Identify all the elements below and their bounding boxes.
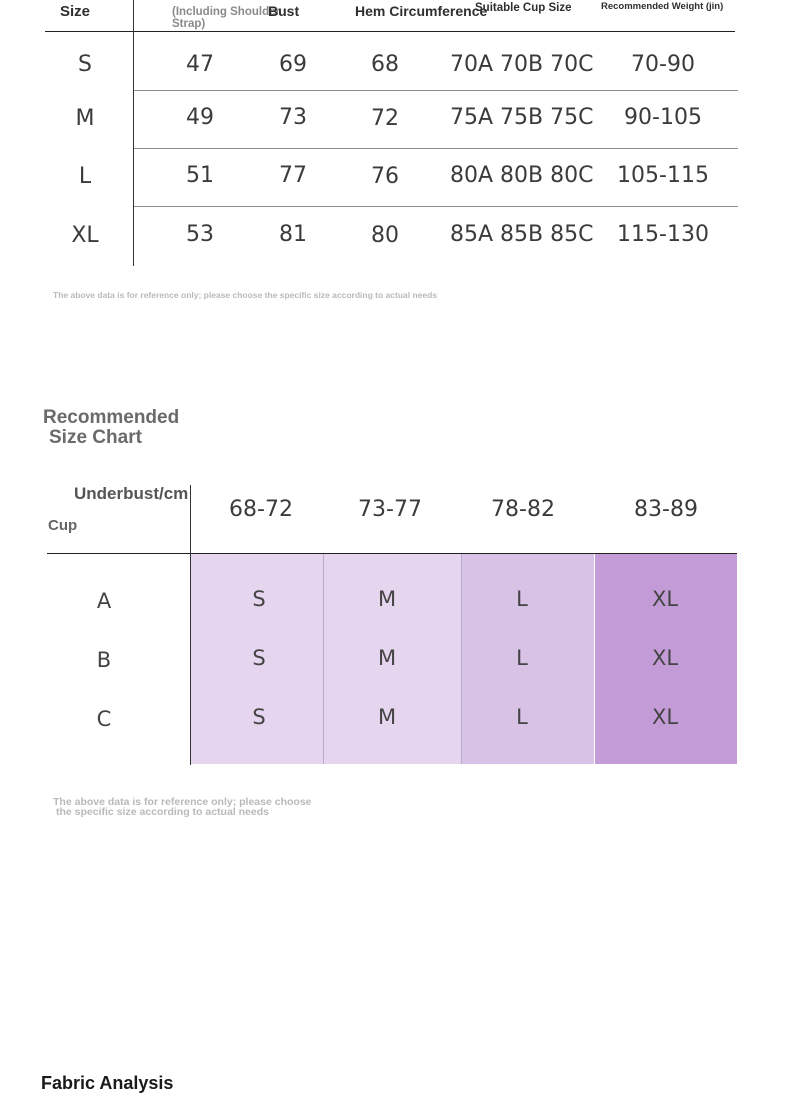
size-cell: XL [71,223,99,248]
size-cell: M [377,587,397,611]
size-cell: XL [651,587,679,611]
header-weight: Recommended Weight (jin) [601,1,724,12]
bust-cell: 77 [279,163,307,188]
size-cell: L [78,164,92,189]
size-cell: S [78,52,92,77]
hem-cell: 76 [371,164,399,189]
column-divider [323,553,324,764]
hem-cell: 80 [371,223,399,248]
table1-row-divider [133,148,738,149]
cup-label: C [96,707,112,731]
column-divider [461,553,462,764]
size-cell: S [252,705,266,729]
header-size: Size [60,3,91,20]
length-cell: 49 [186,105,214,130]
chart2-reference-note-line2: the specific size according to actual needs [56,806,269,818]
bust-cell: 69 [279,52,307,77]
chart2-reference-note-line1: The above data is for reference only; please choose [53,796,312,808]
chart-title-line1: Recommended [43,407,180,428]
corner-cup-label: Cup [48,517,78,534]
table1-header-divider [45,31,735,32]
bust-cell: 73 [279,105,307,130]
column-header-underbust: 73-77 [358,497,422,522]
length-cell: 51 [186,163,214,188]
chart-title-line2: Size Chart [49,427,142,448]
cup-label: B [96,648,112,672]
corner-underbust-label: Underbust/cm [74,484,189,503]
chart2-header-divider [47,553,737,554]
length-cell: 53 [186,222,214,247]
size-cell: XL [651,646,679,670]
cup-cell: 85A 85B 85C [450,222,594,247]
hem-cell: 68 [371,52,399,77]
size-cell: S [252,587,266,611]
weight-cell: 115-130 [617,222,709,247]
table1-reference-note: The above data is for reference only; please choose the specific size according to actual needs [53,290,438,300]
table1-row-divider [133,206,738,207]
column-header-underbust: 83-89 [634,497,698,522]
size-cell: L [516,587,528,611]
size-cell: M [75,106,95,131]
weight-cell: 90-105 [624,105,702,130]
size-cell: S [252,646,266,670]
size-cell: L [516,705,528,729]
header-strap: (Including Shoulder Strap) [172,6,280,30]
header-hem: Hem Circumference [355,3,488,19]
table1-row-divider [133,90,738,91]
hem-cell: 72 [371,106,399,131]
cup-label: A [96,589,112,613]
table1-column-divider [133,0,134,266]
size-cell: XL [651,705,679,729]
chart2-cup-divider [190,485,191,765]
size-cell: L [516,646,528,670]
size-cell: M [377,646,397,670]
column-header-underbust: 78-82 [491,497,555,522]
length-cell: 47 [186,52,214,77]
column-header-underbust: 68-72 [229,497,293,522]
cup-cell: 70A 70B 70C [450,52,594,77]
cup-cell: 75A 75B 75C [450,105,594,130]
header-bust: Bust [268,3,300,19]
header-cup: Suitable Cup Size [475,2,572,14]
size-cell: M [377,705,397,729]
fabric-analysis-heading: Fabric Analysis [41,1073,174,1093]
cup-cell: 80A 80B 80C [450,163,594,188]
bust-cell: 81 [279,222,307,247]
weight-cell: 105-115 [617,163,709,188]
weight-cell: 70-90 [631,52,695,77]
